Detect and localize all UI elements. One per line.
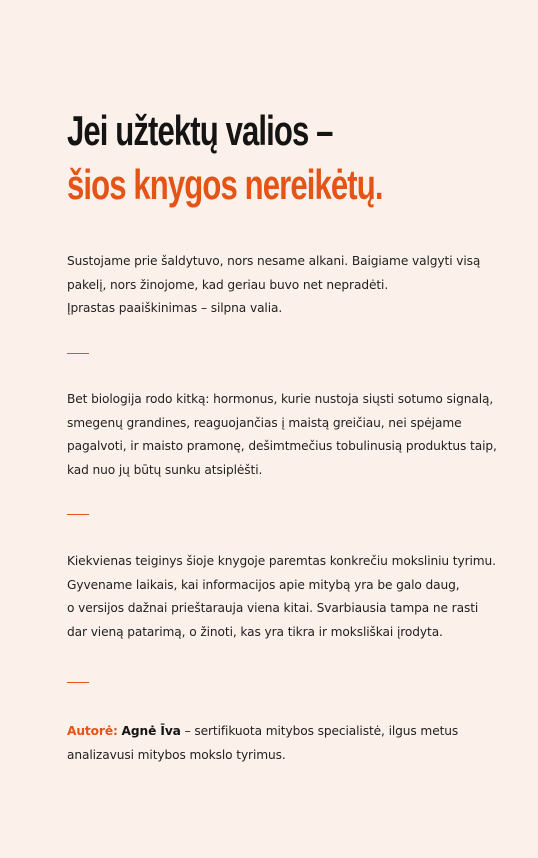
- paragraph-line: kad nuo jų būtų sunku atsiplėšti.: [67, 462, 263, 477]
- paragraph-line: Kiekvienas teiginys šioje knygoje paremtas konkrečiu moksliniu tyrimu.: [67, 554, 496, 568]
- paragraph-line: pakelį, nors žinojome, kad geriau buvo net nepradėti.: [67, 277, 389, 292]
- section-divider: [67, 514, 89, 515]
- paragraph-line: Sustojame prie šaldytuvo, nors nesame alkani. Baigiame valgyti visą: [67, 254, 481, 268]
- intro-paragraph: [67, 250, 507, 321]
- paragraph-line: Bet biologija rodo kitką: hormonus, kurie nustoja siųsti sotumo signalą,: [67, 392, 494, 406]
- paragraph-line: dar vieną patarimą, o žinoti, kas yra tikra ir moksliškai įrodyta.: [67, 624, 443, 639]
- headline-line-1: Jei užtektų valios –: [67, 107, 333, 154]
- section-divider: [67, 682, 89, 683]
- science-paragraph: [67, 550, 507, 644]
- book-back-cover: [67, 0, 507, 858]
- author-description: – sertifikuota mitybos specialistė, ilgus metus: [180, 724, 459, 738]
- headline-line-2: šios knygos nereikėtų.: [67, 161, 383, 208]
- author-bio-line-1: [67, 719, 507, 743]
- author-bio-line-2: analizavusi mitybos mokslo tyrimus.: [67, 748, 286, 762]
- author-bio: [67, 719, 507, 767]
- paragraph-line: Gyvename laikais, kai informacijos apie mitybą yra be galo daug,: [67, 577, 460, 592]
- author-name: Agnė Īva: [121, 724, 181, 738]
- author-label: Autorė:: [67, 724, 118, 738]
- paragraph-line: Įprastas paaiškinimas – silpna valia.: [67, 301, 283, 315]
- headline: [67, 104, 383, 212]
- paragraph-line: smegenų grandines, reaguojančias į maistą greičiau, nei spėjame: [67, 415, 462, 430]
- paragraph-line: pagalvoti, ir maisto pramonę, dešimtmečius tobulinusią produktus taip,: [67, 439, 497, 453]
- paragraph-line: o versijos dažnai prieštarauja viena kitai. Svarbiausia tampa ne rasti: [67, 601, 479, 615]
- biology-paragraph: [67, 388, 507, 482]
- section-divider: [67, 353, 89, 354]
